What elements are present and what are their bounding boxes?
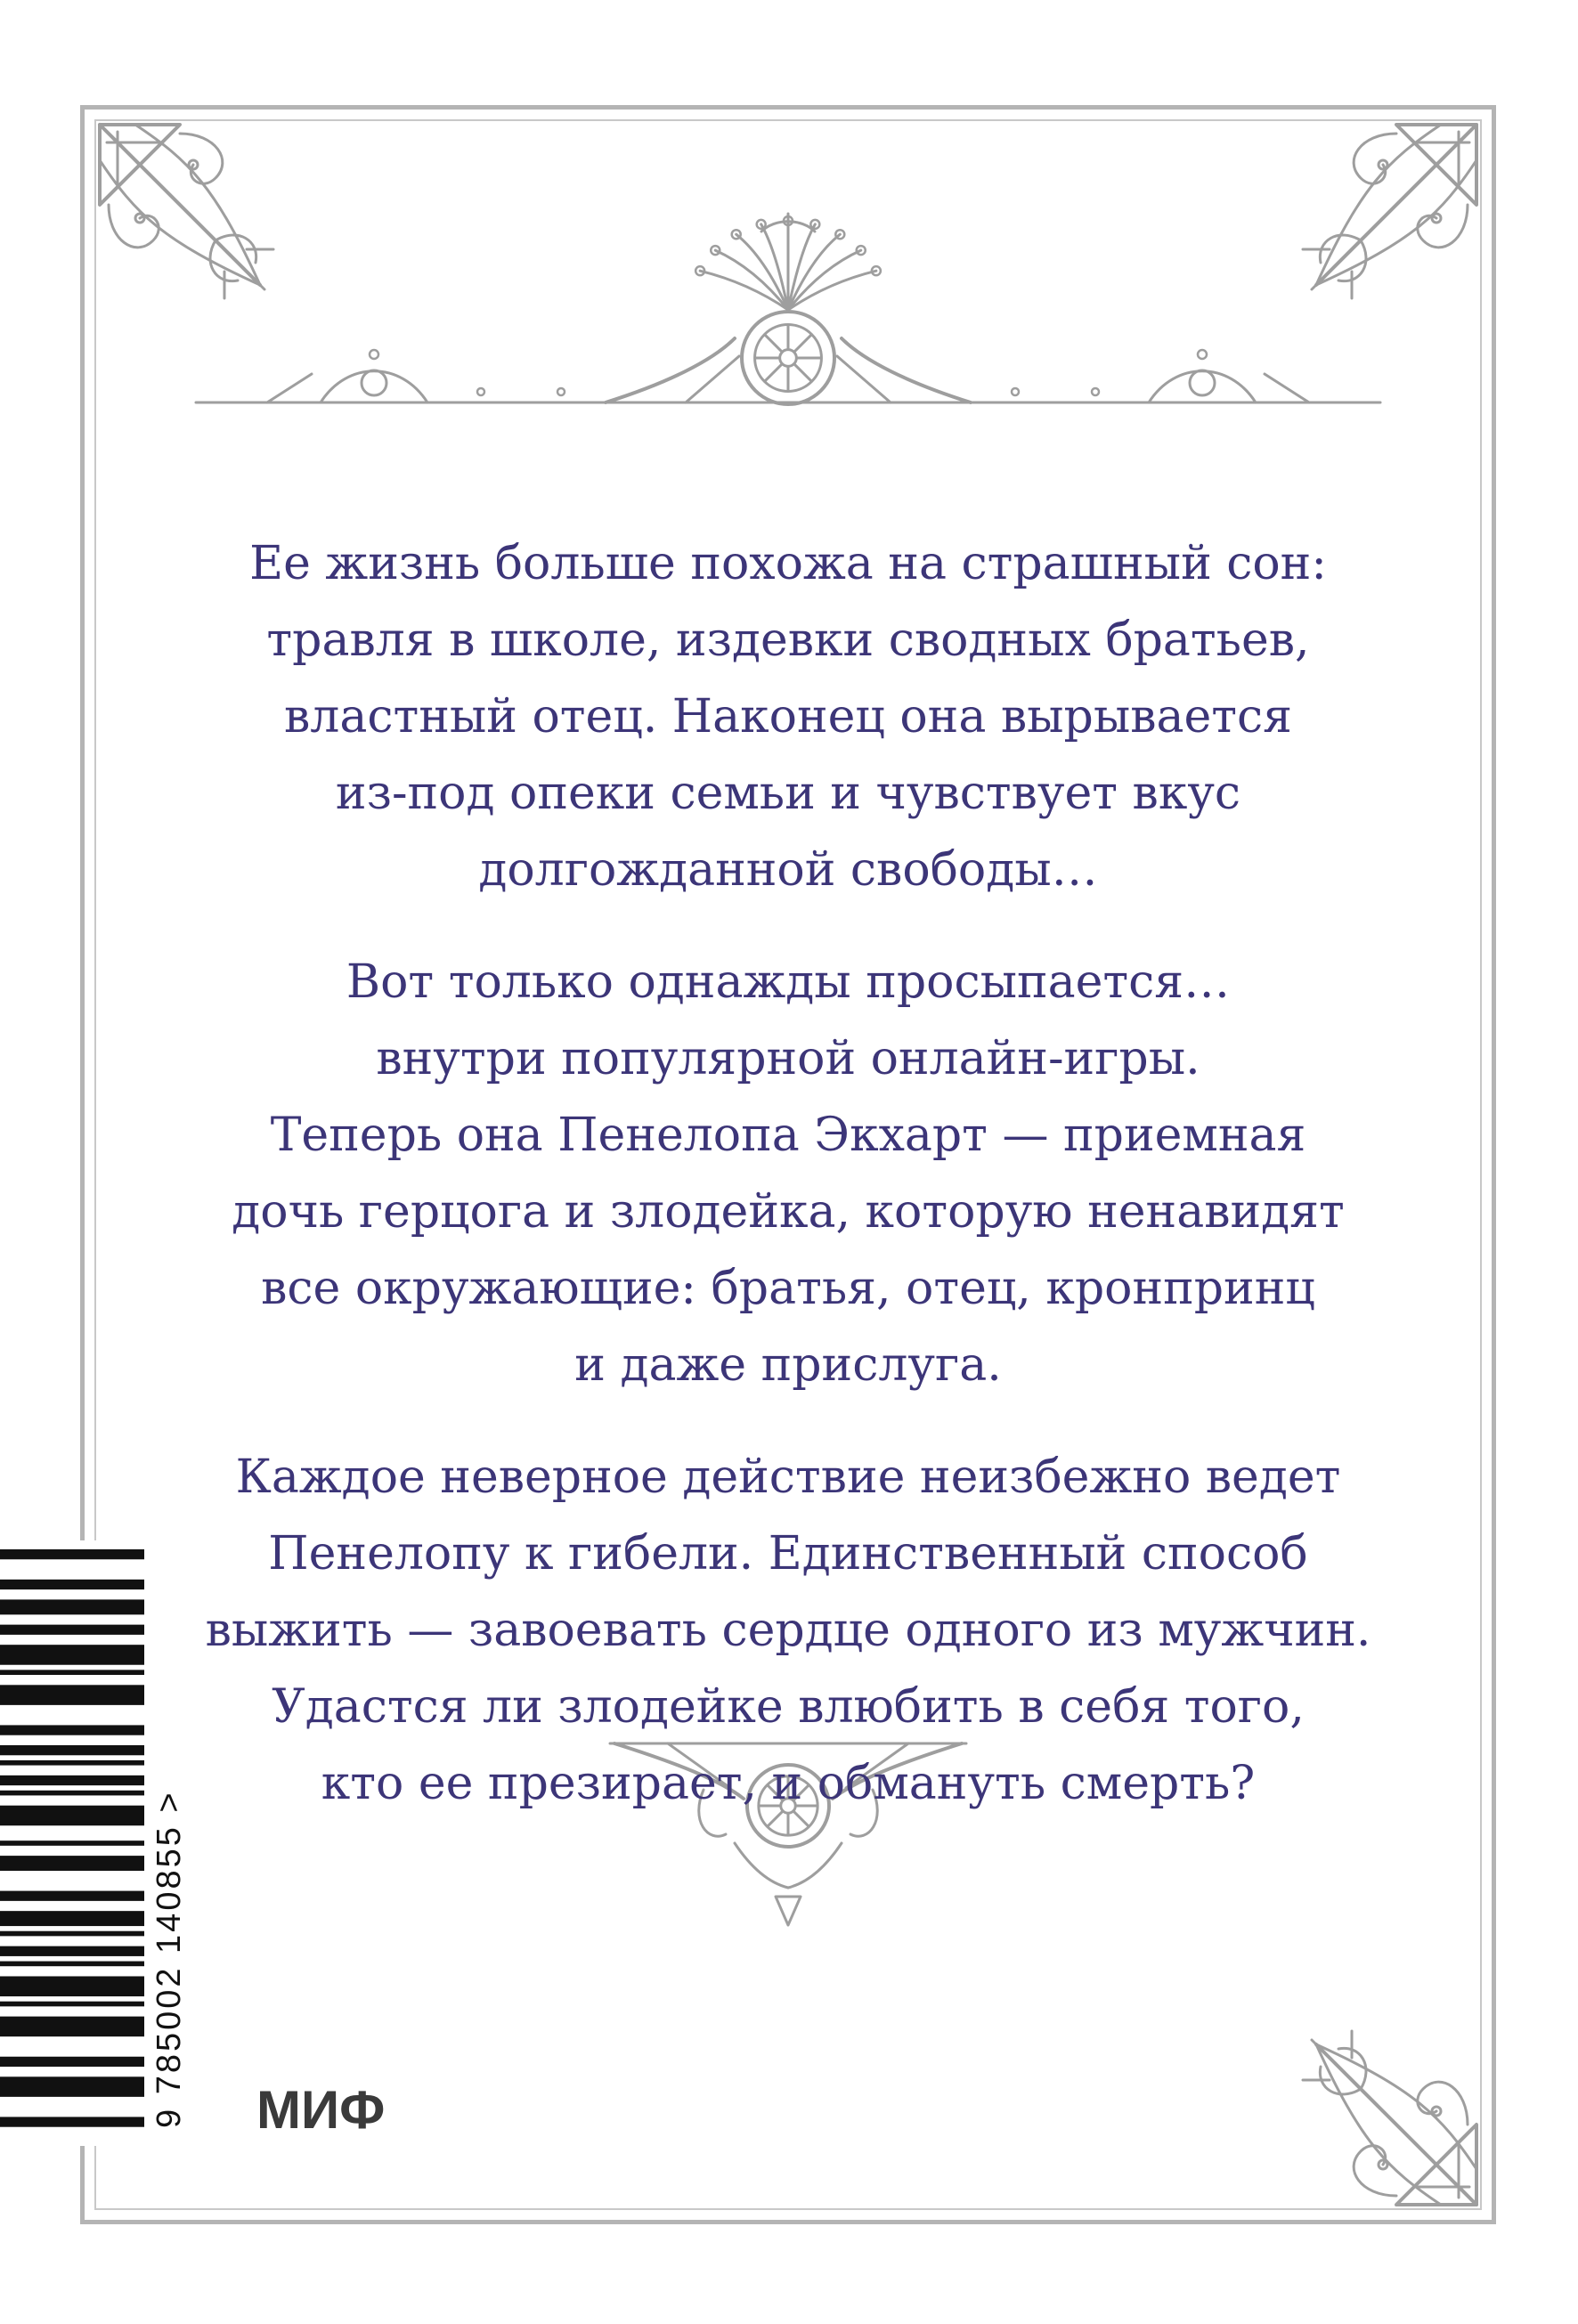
blurb-line: внутри популярной онлайн-игры. <box>376 1032 1200 1085</box>
blurb-line: долгожданной свободы… <box>478 843 1098 897</box>
barcode-bar <box>0 1946 144 1956</box>
barcode-bar <box>0 1841 144 1846</box>
palmette-ornament-icon <box>187 205 1389 410</box>
barcode-bar <box>0 1791 144 1796</box>
blurb-line: Вот только однажды просыпается… <box>346 955 1231 1009</box>
barcode-bar <box>0 2076 144 2097</box>
blurb-line: все окружающие: братья, отец, кронпринц <box>261 1262 1315 1315</box>
isbn-barcode <box>0 1540 144 2146</box>
barcode-bar <box>0 1760 144 1766</box>
blurb-line: травля в школе, издевки сводных братьев, <box>266 614 1310 667</box>
blurb-line: и даже прислуга. <box>574 1338 1002 1392</box>
barcode-bar <box>0 1745 144 1755</box>
blurb-line: властный отец. Наконец она вырывается <box>284 690 1292 744</box>
barcode-number: 9 785002 140855 > <box>150 1790 188 2128</box>
barcode-bar <box>0 2017 144 2037</box>
barcode-bar <box>0 1976 144 1996</box>
blurb-line: дочь герцога и злодейка, которую ненавидят <box>232 1185 1345 1239</box>
blurb-line: Каждое неверное действие неизбежно ведет <box>235 1450 1341 1504</box>
publisher-logo-text: МИФ <box>256 2082 386 2135</box>
blurb-line: Пенелопу к гибели. Единственный способ <box>268 1527 1308 1580</box>
barcode-bar <box>0 1549 144 1559</box>
filigree-corner-icon <box>1289 2018 1494 2222</box>
barcode-bar <box>0 1962 144 1967</box>
barcode-bar <box>0 1776 144 1785</box>
barcode-bar <box>0 2057 144 2067</box>
blurb-line: выжить — завоевать сердце одного из мужчин. <box>205 1604 1371 1657</box>
barcode-bar <box>0 1645 144 1665</box>
barcode-bar <box>0 1670 144 1675</box>
barcode-bar <box>0 1625 144 1635</box>
barcode-digits <box>150 1540 192 2146</box>
barcode-bar <box>0 1725 144 1735</box>
blurb-paragraph <box>205 944 1371 1403</box>
barcode-bar <box>0 2002 144 2007</box>
barcode-bar <box>0 1580 144 1589</box>
blurb-paragraph <box>205 1439 1371 1822</box>
blurb-line: из-под опеки семьи и чувствует вкус <box>335 767 1241 820</box>
publisher-logo <box>256 2082 390 2135</box>
barcode-bar <box>0 1856 144 1871</box>
barcode-bar <box>0 2117 144 2126</box>
barcode-bar <box>0 1891 144 1901</box>
barcode-bar <box>0 1685 144 1705</box>
blurb-line: Удастся ли злодейке влюбить в себя того, <box>272 1680 1305 1734</box>
blurb-paragraph <box>205 525 1371 908</box>
barcode-bar <box>0 1599 144 1614</box>
blurb-line: Теперь она Пенелопа Экхарт — приемная <box>270 1109 1306 1162</box>
barcode-bar <box>0 1931 144 1937</box>
barcode-bar <box>0 1806 144 1826</box>
blurb-line: кто ее презирает, и обмануть смерть? <box>321 1757 1256 1810</box>
blurb-line: Ее жизнь больше похожа на страшный сон: <box>249 537 1327 590</box>
blurb-text <box>205 525 1371 1857</box>
barcode-bar <box>0 1911 144 1926</box>
